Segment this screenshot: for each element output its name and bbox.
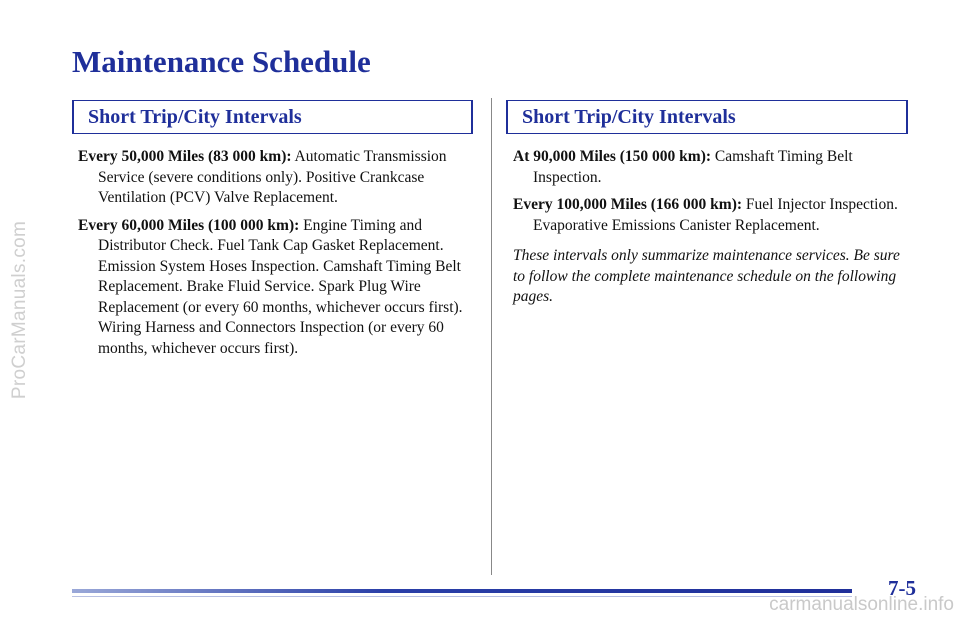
interval-label: Every 60,000 Miles (100 000 km): [78,216,300,234]
interval-text: Fuel Injector Inspection. Evaporative Emissions Canister Replacement. [533,196,898,234]
interval-text: Engine Timing and Distributor Check. Fuel Tank Cap Gasket Replacement. Emission System Hoses Inspection. Camshaft Timing Belt Replacement. Brake Fluid Service. Spark Plug Wire Replacement (or every 60 months, whichever occurs first). Wiring Harness and Connectors Inspection (or every 60 months, whichever occurs first). [98,216,463,357]
page-number: 7-5 [888,576,916,600]
left-column [78,147,488,366]
interval-text: Camshaft Timing Belt Inspection. [533,148,853,186]
interval-text: Automatic Transmission Service (severe conditions only). Positive Crankcase Ventilation (PCV) Valve Replacement. [98,148,447,206]
interval-label: Every 100,000 Miles (166 000 km): [513,196,743,213]
interval-entry [513,195,908,236]
footer-rule [72,589,852,593]
column-divider [491,98,492,575]
interval-entry [513,147,908,188]
watermark-bottom: carmanualsonline.info [769,594,954,615]
left-section-heading: Short Trip/City Intervals [72,100,473,134]
interval-label: At 90,000 Miles (150 000 km): [513,148,712,165]
interval-entry [78,216,488,360]
page-title: Maintenance Schedule [72,44,371,79]
right-section-heading: Short Trip/City Intervals [506,100,908,134]
watermark-left-text: ProCarManuals.com [9,220,30,399]
interval-label: Every 50,000 Miles (83 000 km): [78,148,292,165]
summary-note: These intervals only summarize maintenance services. Be sure to follow the complete maintenance schedule on the following pages. [513,247,900,305]
footer-rule-thin [72,596,852,597]
right-column [513,147,908,308]
interval-entry [78,147,488,209]
watermark-left [2,0,38,619]
